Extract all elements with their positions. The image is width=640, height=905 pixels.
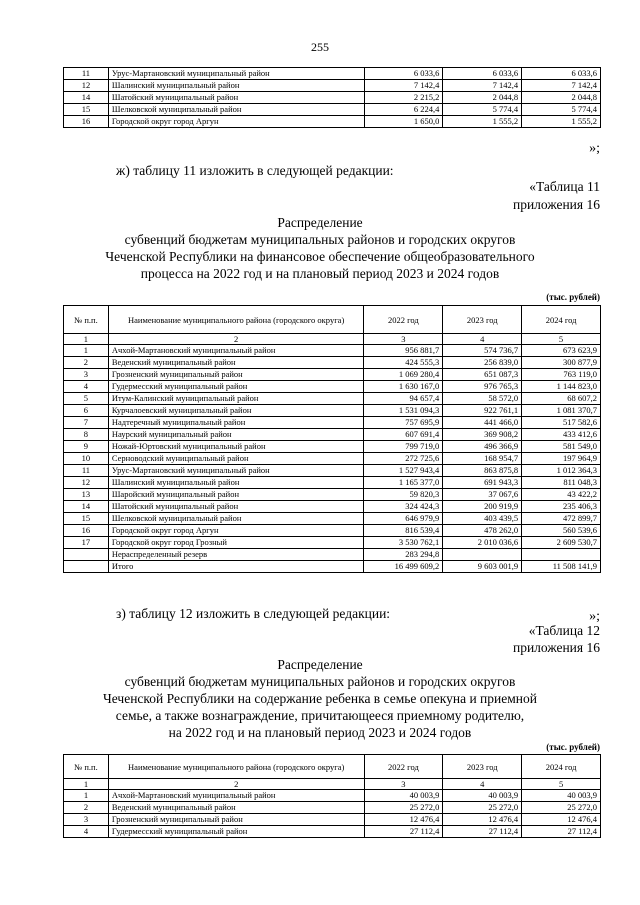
- table-cell: 2 044,8: [522, 92, 601, 104]
- header-number: № п.п.: [64, 755, 109, 779]
- table-row: [64, 790, 601, 802]
- table-cell: 673 623,9: [522, 345, 601, 357]
- table-cell: 300 877,9: [522, 357, 601, 369]
- table-cell: 12: [64, 477, 109, 489]
- table-cell: Курчалоевский муниципальный район: [108, 405, 364, 417]
- column-index: 1: [64, 334, 109, 345]
- table-cell: 12 476,4: [443, 814, 522, 826]
- table-cell: 816 539,4: [364, 525, 443, 537]
- table-cell: 11: [64, 465, 109, 477]
- table-cell: 12 476,4: [364, 814, 443, 826]
- table-cell: 25 272,0: [443, 802, 522, 814]
- table-cell: Шалинский муниципальный район: [108, 477, 364, 489]
- table-cell: Грозненский муниципальный район: [108, 814, 364, 826]
- table-cell: Шелковской муниципальный район: [108, 513, 364, 525]
- table-cell: 691 943,3: [443, 477, 522, 489]
- table-cell: 2: [64, 357, 109, 369]
- table-cell: 2 609 530,7: [522, 537, 601, 549]
- table-cell: 3 530 762,1: [364, 537, 443, 549]
- table-cell: 27 112,4: [364, 826, 443, 838]
- header-name: Наименование муниципального района (городского округа): [108, 306, 364, 334]
- table-cell: 4: [64, 381, 109, 393]
- table-cell: 7: [64, 417, 109, 429]
- table-cell: Серноводский муниципальный район: [108, 453, 364, 465]
- table-cell: Урус-Мартановский муниципальный район: [108, 68, 364, 80]
- table-row: [64, 92, 601, 104]
- table-cell: 2: [64, 802, 109, 814]
- page-number: 255: [311, 40, 329, 54]
- table-cell: Городской округ город Аргун: [108, 116, 364, 128]
- table-cell: 6: [64, 405, 109, 417]
- table-cell: 424 555,3: [364, 357, 443, 369]
- table-row: [64, 537, 601, 549]
- table-cell: 27 112,4: [522, 826, 601, 838]
- table-cell: 1 527 943,4: [364, 465, 443, 477]
- table-12-appendix: приложения 16: [512, 640, 600, 655]
- title-line: субвенций бюджетам муниципальных районов и городских округов: [124, 674, 516, 689]
- title-line: Распределение: [277, 657, 363, 672]
- column-index: 5: [522, 334, 601, 345]
- table-cell: 574 736,7: [443, 345, 522, 357]
- table-cell: 1 630 167,0: [364, 381, 443, 393]
- table-cell: 11 508 141,9: [522, 561, 601, 573]
- table-cell: 956 881,7: [364, 345, 443, 357]
- table-row: [64, 826, 601, 838]
- table-cell: 1 081 370,7: [522, 405, 601, 417]
- table-cell: 472 899,7: [522, 513, 601, 525]
- table-cell: Ножай-Юртовский муниципальный район: [108, 441, 364, 453]
- table-cell: 6 033,6: [364, 68, 443, 80]
- table-cell: 433 412,6: [522, 429, 601, 441]
- table-row: [64, 453, 601, 465]
- table-cell: 1 144 823,0: [522, 381, 601, 393]
- table-cell: 607 691,4: [364, 429, 443, 441]
- table-cell: 757 695,9: [364, 417, 443, 429]
- table-row: [64, 104, 601, 116]
- instruction-table-11: ж) таблицу 11 изложить в следующей редакции:: [116, 163, 394, 178]
- column-index: 3: [364, 334, 443, 345]
- table-row: [64, 369, 601, 381]
- table-cell: 13: [64, 489, 109, 501]
- header-2023: 2023 год: [443, 306, 522, 334]
- table-row: [64, 489, 601, 501]
- table-cell: Веденский муниципальный район: [108, 802, 364, 814]
- table-cell: 9: [64, 441, 109, 453]
- table-cell: Итум-Калинский муниципальный район: [108, 393, 364, 405]
- table-cell: 68 607,2: [522, 393, 601, 405]
- table-11: [63, 305, 601, 573]
- table-cell: [443, 549, 522, 561]
- table-cell: 1 165 377,0: [364, 477, 443, 489]
- table-row: [64, 549, 601, 561]
- table-cell: 11: [64, 68, 109, 80]
- table-cell: 1 531 094,3: [364, 405, 443, 417]
- table-cell: [522, 549, 601, 561]
- table-cell: 922 761,1: [443, 405, 522, 417]
- table-11-appendix: приложения 16: [512, 197, 600, 212]
- column-index: 2: [108, 334, 364, 345]
- table-cell: 16 499 609,2: [364, 561, 443, 573]
- table-row: [64, 513, 601, 525]
- table-11-title: [40, 214, 600, 282]
- table-cell: 5: [64, 393, 109, 405]
- table-cell: Шатойский муниципальный район: [108, 92, 364, 104]
- table-row: [64, 814, 601, 826]
- table-cell: 2 044,8: [443, 92, 522, 104]
- table-row: [64, 357, 601, 369]
- table-cell: [64, 561, 109, 573]
- table-cell: 799 719,0: [364, 441, 443, 453]
- table-cell: 651 087,3: [443, 369, 522, 381]
- table-row: [64, 802, 601, 814]
- table-cell: [64, 549, 109, 561]
- column-index: 3: [364, 779, 443, 790]
- table-cell: 40 003,9: [443, 790, 522, 802]
- column-index: 4: [443, 779, 522, 790]
- table-cell: 1 555,2: [522, 116, 601, 128]
- table-cell: 40 003,9: [364, 790, 443, 802]
- header-2024: 2024 год: [522, 306, 601, 334]
- table-cell: 2 010 036,6: [443, 537, 522, 549]
- table-row: [64, 80, 601, 92]
- table-cell: 6 033,6: [443, 68, 522, 80]
- table-row: [64, 68, 601, 80]
- header-2024: 2024 год: [522, 755, 601, 779]
- table-cell: 168 954,7: [443, 453, 522, 465]
- table-cell: Надтеречный муниципальный район: [108, 417, 364, 429]
- table-cell: 1: [64, 345, 109, 357]
- table-cell: 272 725,6: [364, 453, 443, 465]
- table-top-continuation: [63, 67, 601, 128]
- table-cell: 16: [64, 116, 109, 128]
- table-row: [64, 116, 601, 128]
- table-cell: 1: [64, 790, 109, 802]
- table-cell: Ачхой-Мартановский муниципальный район: [108, 790, 364, 802]
- table-cell: 811 048,3: [522, 477, 601, 489]
- title-line: Чеченской Республики на содержание ребенка в семье опекуна и приемной: [103, 691, 537, 706]
- table-cell: 517 582,6: [522, 417, 601, 429]
- table-row: [64, 501, 601, 513]
- table-cell: 976 765,3: [443, 381, 522, 393]
- column-index: 5: [522, 779, 601, 790]
- header-2022: 2022 год: [364, 306, 443, 334]
- table-cell: 5 774,4: [522, 104, 601, 116]
- table-12: [63, 754, 601, 838]
- column-index: 2: [108, 779, 364, 790]
- table-row: [64, 465, 601, 477]
- table-row: [64, 381, 601, 393]
- table-cell: 43 422,2: [522, 489, 601, 501]
- table-cell: 25 272,0: [364, 802, 443, 814]
- table-cell: 283 294,8: [364, 549, 443, 561]
- table-cell: 3: [64, 814, 109, 826]
- header-number: № п.п.: [64, 306, 109, 334]
- column-index: 1: [64, 779, 109, 790]
- table-cell: 10: [64, 453, 109, 465]
- table-cell: 560 539,6: [522, 525, 601, 537]
- table-cell: 197 964,9: [522, 453, 601, 465]
- table-row: [64, 393, 601, 405]
- table-cell: 1 555,2: [443, 116, 522, 128]
- table-cell: 17: [64, 537, 109, 549]
- table-cell: Ачхой-Мартановский муниципальный район: [108, 345, 364, 357]
- title-line: семье, а также вознаграждение, причитающееся приемному родителю,: [115, 708, 525, 723]
- table-cell: 58 572,0: [443, 393, 522, 405]
- table-cell: 324 424,3: [364, 501, 443, 513]
- close-quote: »;: [589, 609, 600, 624]
- table-row: [64, 441, 601, 453]
- table-cell: 12: [64, 80, 109, 92]
- table-cell: 235 406,3: [522, 501, 601, 513]
- table-cell: 6 224,4: [364, 104, 443, 116]
- table-cell: 646 979,9: [364, 513, 443, 525]
- table-row: [64, 477, 601, 489]
- table-cell: 15: [64, 513, 109, 525]
- table-cell: Городской округ город Аргун: [108, 525, 364, 537]
- table-cell: 863 875,8: [443, 465, 522, 477]
- table-cell: 6 033,6: [522, 68, 601, 80]
- table-cell: Веденский муниципальный район: [108, 357, 364, 369]
- title-line: Чеченской Республики на финансовое обеспечение общеобразовательного: [105, 249, 535, 264]
- table-cell: 496 366,9: [443, 441, 522, 453]
- table-cell: 2 215,2: [364, 92, 443, 104]
- units-label: (тыс. рублей): [546, 742, 600, 752]
- title-line: процесса на 2022 год и на плановый период 2023 и 2024 годов: [140, 266, 500, 281]
- table-cell: 1 012 364,3: [522, 465, 601, 477]
- table-cell: Шаройский муниципальный район: [108, 489, 364, 501]
- units-label: (тыс. рублей): [546, 292, 600, 302]
- table-cell: 15: [64, 104, 109, 116]
- table-cell: 25 272,0: [522, 802, 601, 814]
- table-cell: 7 142,4: [364, 80, 443, 92]
- table-cell: Шатойский муниципальный район: [108, 501, 364, 513]
- table-cell: 256 839,0: [443, 357, 522, 369]
- table-cell: 478 262,0: [443, 525, 522, 537]
- table-cell: Гудермесский муниципальный район: [108, 381, 364, 393]
- table-row: [64, 417, 601, 429]
- table-cell: Городской округ город Грозный: [108, 537, 364, 549]
- header-2023: 2023 год: [443, 755, 522, 779]
- table-cell: 1 650,0: [364, 116, 443, 128]
- title-line: на 2022 год и на плановый период 2023 и 2024 годов: [168, 725, 472, 740]
- table-cell: 200 919,9: [443, 501, 522, 513]
- table-row: [64, 561, 601, 573]
- table-row: [64, 429, 601, 441]
- table-cell: 4: [64, 826, 109, 838]
- table-cell: 3: [64, 369, 109, 381]
- table-row: [64, 345, 601, 357]
- table-row: [64, 405, 601, 417]
- table-cell: 16: [64, 525, 109, 537]
- close-quote: »;: [589, 141, 600, 156]
- table-12-caption: «Таблица 12: [528, 623, 600, 638]
- table-cell: 5 774,4: [443, 104, 522, 116]
- table-cell: 763 119,0: [522, 369, 601, 381]
- table-cell: 59 820,3: [364, 489, 443, 501]
- table-cell: Гудермесский муниципальный район: [108, 826, 364, 838]
- table-cell: Итого: [108, 561, 364, 573]
- table-cell: 1 069 280,4: [364, 369, 443, 381]
- table-cell: 14: [64, 92, 109, 104]
- table-cell: 94 657,4: [364, 393, 443, 405]
- instruction-table-12: з) таблицу 12 изложить в следующей редакции:: [116, 606, 391, 621]
- table-cell: Урус-Мартановский муниципальный район: [108, 465, 364, 477]
- table-cell: 37 067,6: [443, 489, 522, 501]
- table-cell: 7 142,4: [522, 80, 601, 92]
- table-cell: Нераспределенный резерв: [108, 549, 364, 561]
- table-11-caption: «Таблица 11: [529, 179, 600, 194]
- table-cell: 8: [64, 429, 109, 441]
- table-cell: Наурский муниципальный район: [108, 429, 364, 441]
- table-cell: Грозненский муниципальный район: [108, 369, 364, 381]
- title-line: Распределение: [277, 215, 363, 230]
- table-cell: Шелковской муниципальный район: [108, 104, 364, 116]
- header-name: Наименование муниципального района (городского округа): [108, 755, 364, 779]
- table-cell: 581 549,0: [522, 441, 601, 453]
- table-cell: 441 466,0: [443, 417, 522, 429]
- table-cell: 403 439,5: [443, 513, 522, 525]
- table-cell: 14: [64, 501, 109, 513]
- table-cell: 12 476,4: [522, 814, 601, 826]
- table-12-title: [40, 656, 600, 741]
- header-2022: 2022 год: [364, 755, 443, 779]
- table-row: [64, 525, 601, 537]
- table-cell: 369 908,2: [443, 429, 522, 441]
- table-cell: 7 142,4: [443, 80, 522, 92]
- table-cell: 40 003,9: [522, 790, 601, 802]
- title-line: субвенций бюджетам муниципальных районов и городских округов: [124, 232, 516, 247]
- table-cell: 27 112,4: [443, 826, 522, 838]
- table-cell: Шалинский муниципальный район: [108, 80, 364, 92]
- column-index: 4: [443, 334, 522, 345]
- table-cell: 9 603 001,9: [443, 561, 522, 573]
